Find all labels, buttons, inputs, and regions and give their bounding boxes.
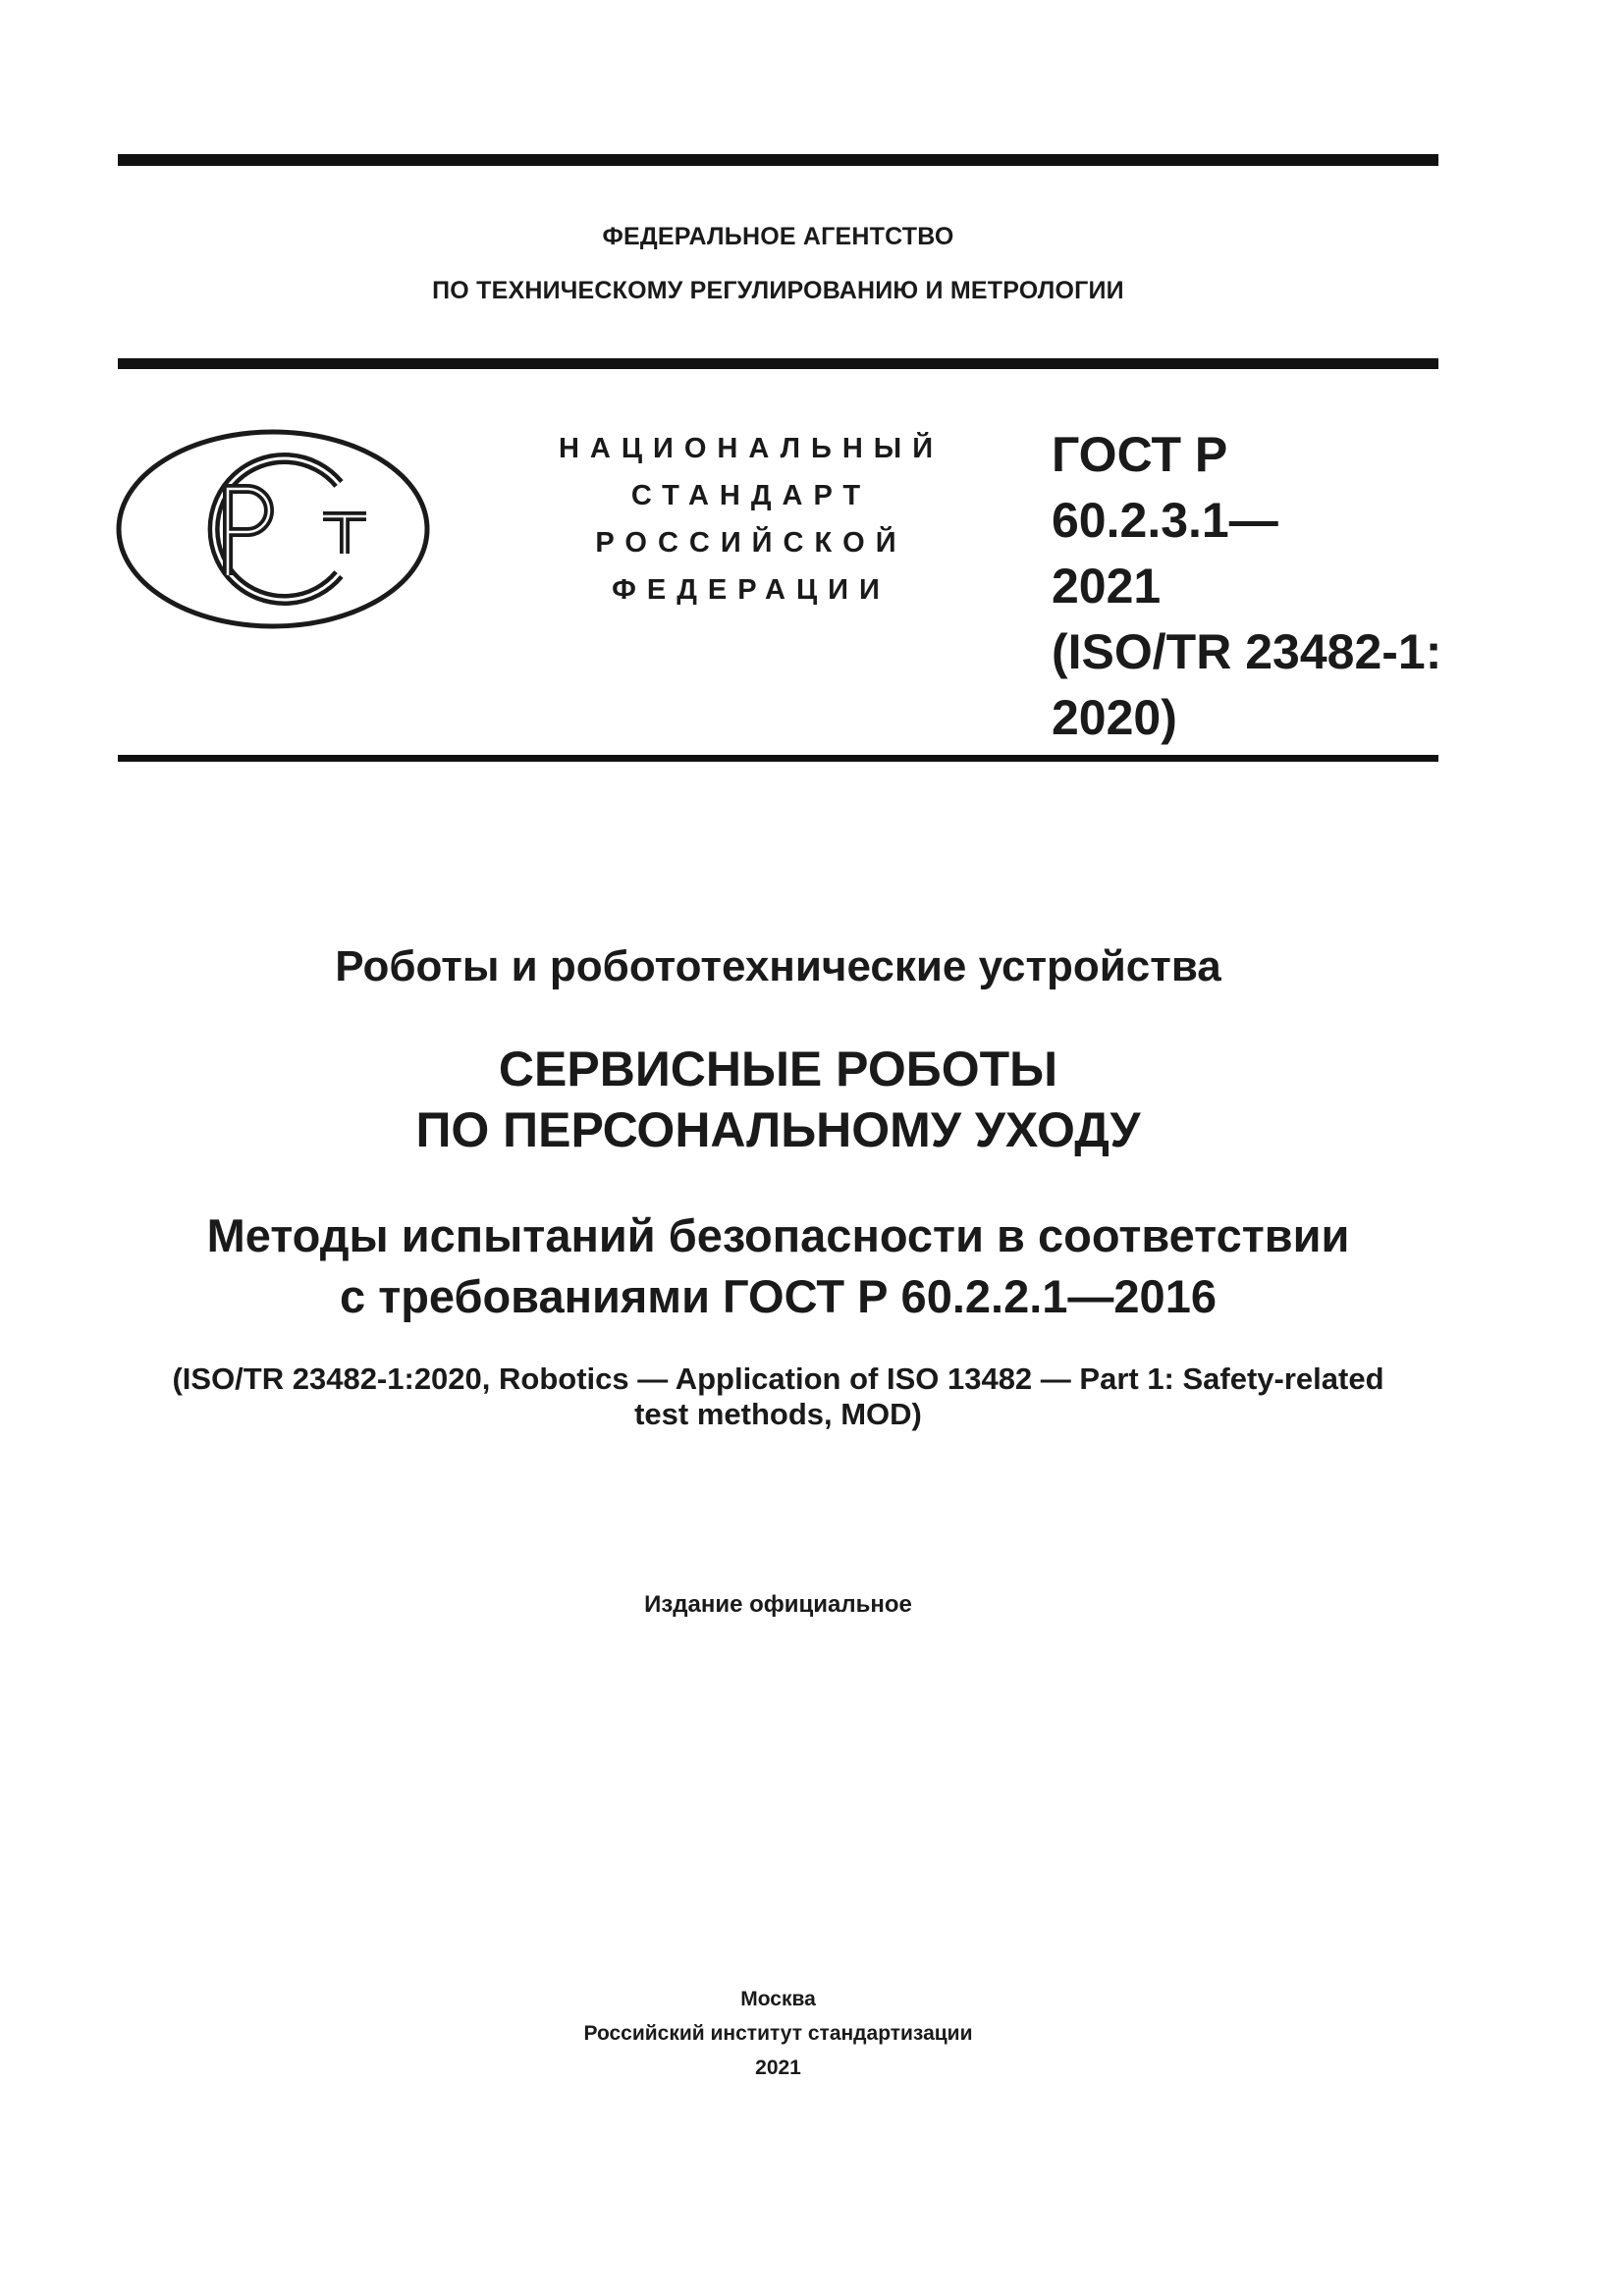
standard-type-line: СТАНДАРТ xyxy=(630,480,872,511)
agency-name-line1: ФЕДЕРАЛЬНОЕ АГЕНТСТВО xyxy=(602,223,954,250)
agency-name-line2: ПО ТЕХНИЧЕСКОМУ РЕГУЛИРОВАНИЮ И МЕТРОЛОГИИ xyxy=(432,277,1124,304)
document-subtitle xyxy=(0,1205,1556,1327)
top-rule xyxy=(118,154,1438,166)
document-subject: Роботы и робототехнические устройства xyxy=(335,942,1221,990)
imprint-city: Москва xyxy=(740,1988,816,2010)
title-line: СЕРВИСНЫЕ РОБОТЫ xyxy=(498,1041,1058,1096)
edition-label: Издание официальное xyxy=(644,1591,912,1618)
standard-type-line: РОССИЙСКОЙ xyxy=(595,527,907,559)
standard-type-block xyxy=(535,425,967,614)
title-line: ПО ПЕРСОНАЛЬНОМУ УХОДУ xyxy=(415,1102,1141,1157)
subtitle-line: Методы испытаний безопасности в соответствии xyxy=(206,1209,1350,1261)
designation-line: 60.2.3.1— xyxy=(1052,493,1278,548)
subtitle-line: с требованиями ГОСТ Р 60.2.2.1—2016 xyxy=(340,1270,1217,1322)
international-reference xyxy=(0,1362,1556,1432)
document-designation xyxy=(1052,422,1444,751)
standard-type-line: НАЦИОНАЛЬНЫЙ xyxy=(558,433,945,464)
designation-line: 2020) xyxy=(1052,690,1177,745)
designation-line: 2021 xyxy=(1052,559,1162,614)
standard-type-line: ФЕДЕРАЦИИ xyxy=(612,574,891,606)
rst-certification-mark-icon xyxy=(115,428,431,630)
international-reference-line: test methods, MOD) xyxy=(634,1397,922,1431)
document-title xyxy=(0,1039,1556,1160)
bottom-rule xyxy=(118,755,1438,762)
designation-line: (ISO/TR 23482-1: xyxy=(1052,624,1442,679)
imprint-year: 2021 xyxy=(755,2056,801,2079)
middle-rule xyxy=(118,358,1438,369)
imprint-block xyxy=(0,1982,1556,2085)
imprint-publisher: Российский институт стандартизации xyxy=(583,2022,973,2045)
designation-line: ГОСТ Р xyxy=(1052,427,1228,482)
international-reference-line: (ISO/TR 23482-1:2020, Robotics — Application of ISO 13482 — Part 1: Safety-related xyxy=(172,1362,1384,1396)
